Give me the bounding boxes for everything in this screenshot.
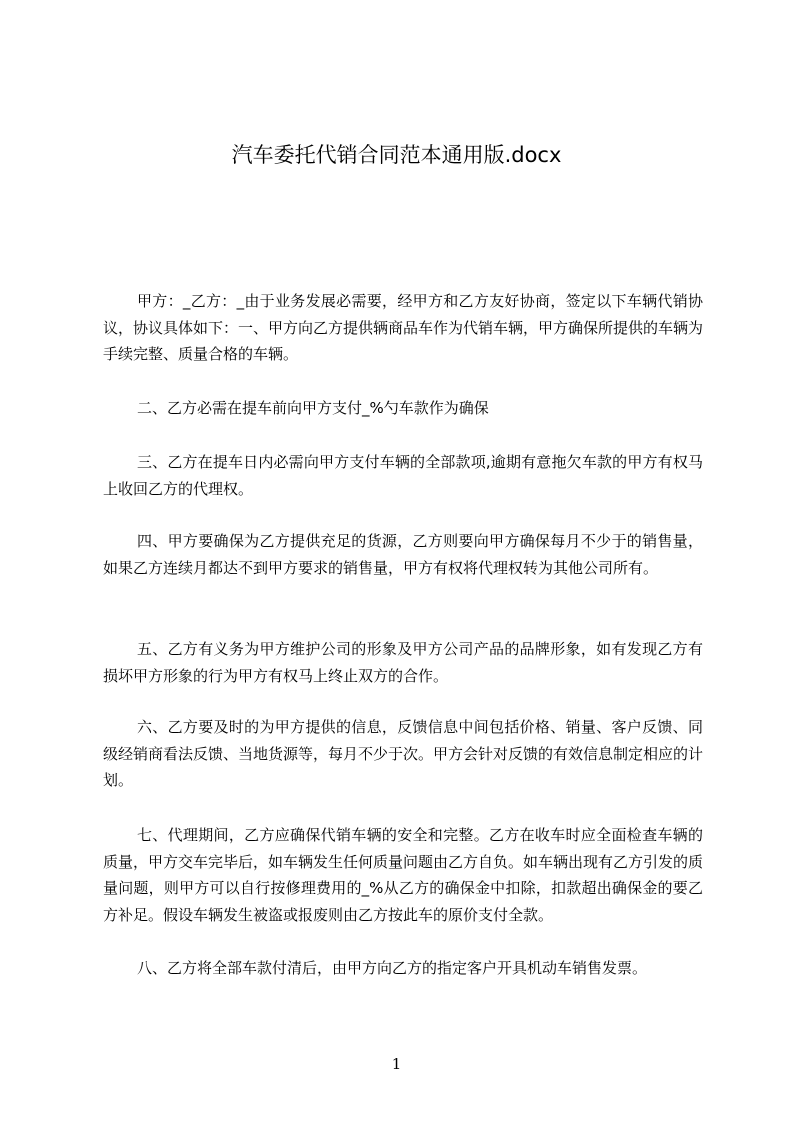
document-title: 汽车委托代销合同范本通用版.docx	[231, 143, 562, 167]
paragraph-clause-7: 七、代理期间，乙方应确保代销车辆的安全和完整。乙方在收车时应全面检查车辆的质量，甲方交车完毕后，如车辆发生任何质量问题由乙方自负。如车辆出现有乙方引发的质量问题，则甲方可以自行按修理费用的_%从乙方的确保金中扣除，扣款超出确保金的要乙方补足。假设车辆发生被盗或报废则由乙方按此车的原价支付全款。	[103, 826, 704, 924]
paragraph-clause-5: 五、乙方有义务为甲方维护公司的形象及甲方公司产品的品牌形象，如有发现乙方有损坏甲方形象的行为甲方有权马上终止双方的合作。	[103, 640, 703, 685]
paragraph-clause-3: 三、乙方在提车日内必需向甲方支付车辆的全部款项,逾期有意拖欠车款的甲方有权马上收回乙方的代理权。	[103, 453, 703, 498]
paragraph-clause-6: 六、乙方要及时的为甲方提供的信息，反馈信息中间包括价格、销量、客户反馈、同级经销商看法反馈、当地货源等，每月不少于次。甲方会针对反馈的有效信息制定相应的计划。	[103, 718, 704, 789]
paragraph-clause-2: 二、乙方必需在提车前向甲方支付_%勺车款作为确保	[137, 399, 489, 417]
page-number: 1	[391, 1055, 402, 1073]
paragraph-clause-8: 八、乙方将全部车款付清后，由甲方向乙方的指定客户开具机动车销售发票。	[137, 959, 648, 977]
paragraph-clause-4: 四、甲方要确保为乙方提供充足的货源，乙方则要向甲方确保每月不少于的销售量，如果乙方连续月都达不到甲方要求的销售量，甲方有权将代理权转为其他公司所有。	[103, 532, 703, 577]
paragraph-parties-clause-1: 甲方：_乙方：_由于业务发展必需要，经甲方和乙方友好协商，签定以下车辆代销协议，协议具体如下：一、甲方向乙方提供辆商品车作为代销车辆，甲方确保所提供的车辆为手续完整、质量合格的车辆。	[103, 292, 704, 363]
